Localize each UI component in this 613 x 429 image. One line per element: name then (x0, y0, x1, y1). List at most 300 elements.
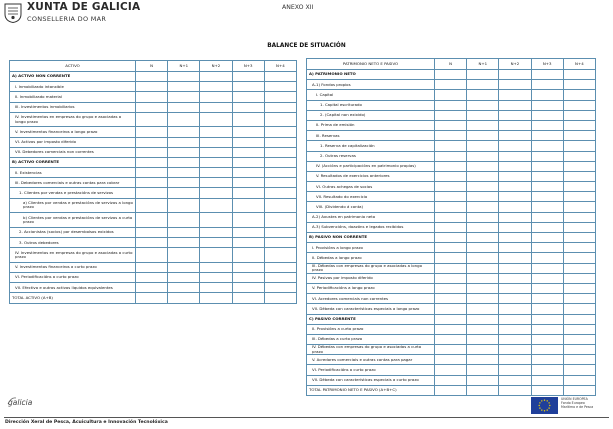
pasivo-value-cell[interactable] (499, 182, 531, 192)
pasivo-value-cell[interactable] (563, 375, 595, 385)
pasivo-value-cell[interactable] (531, 375, 563, 385)
pasivo-header-row (307, 59, 596, 70)
pasivo-value-cell[interactable] (435, 100, 467, 110)
pasivo-value-cell[interactable] (499, 263, 531, 273)
pasivo-value-cell[interactable] (563, 243, 595, 253)
pasivo-value-cell[interactable] (563, 70, 595, 80)
activo-value-cell[interactable] (232, 227, 264, 237)
activo-value-cell[interactable] (232, 168, 264, 178)
activo-value-cell[interactable] (200, 227, 232, 237)
activo-value-cell[interactable] (136, 157, 168, 167)
activo-value-cell[interactable] (264, 112, 296, 127)
activo-value-cell[interactable] (136, 273, 168, 283)
pasivo-value-cell[interactable] (563, 314, 595, 324)
pasivo-value-cell[interactable] (563, 233, 595, 243)
activo-value-cell[interactable] (232, 102, 264, 112)
pasivo-value-cell[interactable] (467, 141, 499, 151)
pasivo-value-cell[interactable] (499, 212, 531, 222)
pasivo-value-cell[interactable] (467, 385, 499, 395)
activo-value-cell[interactable] (200, 127, 232, 137)
activo-value-cell[interactable] (136, 72, 168, 82)
pasivo-value-cell[interactable] (435, 151, 467, 161)
org-title: XUNTA DE GALICIA (27, 1, 141, 13)
activo-value-cell[interactable] (232, 92, 264, 102)
activo-value-cell[interactable] (200, 283, 232, 293)
activo-value-cell[interactable] (232, 188, 264, 198)
pasivo-value-cell[interactable] (563, 273, 595, 283)
pasivo-value-cell[interactable] (435, 345, 467, 355)
activo-row (10, 273, 297, 283)
pasivo-value-cell[interactable] (435, 222, 467, 232)
activo-value-cell[interactable] (264, 283, 296, 293)
pasivo-value-cell[interactable] (467, 233, 499, 243)
pasivo-value-cell[interactable] (467, 70, 499, 80)
activo-value-cell[interactable] (136, 198, 168, 213)
activo-value-cell[interactable] (232, 273, 264, 283)
pasivo-value-cell[interactable] (467, 375, 499, 385)
activo-value-cell[interactable] (200, 102, 232, 112)
pasivo-value-cell[interactable] (563, 294, 595, 304)
activo-value-cell[interactable] (136, 227, 168, 237)
activo-value-cell[interactable] (232, 137, 264, 147)
pasivo-value-cell[interactable] (563, 151, 595, 161)
pasivo-value-cell[interactable] (531, 304, 563, 314)
activo-value-cell[interactable] (168, 227, 200, 237)
pasivo-value-cell[interactable] (499, 141, 531, 151)
activo-value-cell[interactable] (200, 112, 232, 127)
pasivo-value-cell[interactable] (531, 243, 563, 253)
pasivo-value-cell[interactable] (499, 243, 531, 253)
pasivo-value-cell[interactable] (499, 345, 531, 355)
pasivo-value-cell[interactable] (435, 120, 467, 130)
pasivo-value-cell[interactable] (499, 385, 531, 395)
activo-row-label: II. Inmobilizado material (10, 92, 136, 102)
activo-value-cell[interactable] (232, 72, 264, 82)
pasivo-value-cell[interactable] (563, 131, 595, 141)
activo-value-cell[interactable] (136, 248, 168, 263)
activo-table (9, 60, 297, 304)
pasivo-value-cell[interactable] (435, 253, 467, 263)
pasivo-value-cell[interactable] (563, 345, 595, 355)
activo-col-header: N+4 (264, 61, 296, 72)
pasivo-value-cell[interactable] (531, 324, 563, 334)
activo-value-cell[interactable] (264, 82, 296, 92)
activo-value-cell[interactable] (136, 188, 168, 198)
activo-value-cell[interactable] (200, 137, 232, 147)
activo-value-cell[interactable] (168, 213, 200, 228)
pasivo-value-cell[interactable] (499, 314, 531, 324)
pasivo-value-cell[interactable] (499, 110, 531, 120)
pasivo-value-cell[interactable] (467, 212, 499, 222)
pasivo-value-cell[interactable] (563, 365, 595, 375)
activo-value-cell[interactable] (200, 273, 232, 283)
activo-value-cell[interactable] (232, 82, 264, 92)
pasivo-value-cell[interactable] (435, 212, 467, 222)
activo-row-label: VII. Debedores comerciais non correntes (10, 147, 136, 157)
pasivo-value-cell[interactable] (531, 314, 563, 324)
pasivo-value-cell[interactable] (435, 304, 467, 314)
pasivo-col-header: N (435, 59, 467, 70)
pasivo-value-cell[interactable] (499, 334, 531, 344)
activo-row-label: 2. Accionistas (socios) por desembolsos exixidos (10, 227, 136, 237)
pasivo-value-cell[interactable] (467, 120, 499, 130)
activo-value-cell[interactable] (136, 262, 168, 272)
pasivo-value-cell[interactable] (435, 182, 467, 192)
activo-value-cell[interactable] (264, 293, 296, 303)
pasivo-value-cell[interactable] (499, 304, 531, 314)
pasivo-value-cell[interactable] (531, 334, 563, 344)
pasivo-value-cell[interactable] (499, 131, 531, 141)
activo-value-cell[interactable] (264, 213, 296, 228)
pasivo-value-cell[interactable] (435, 365, 467, 375)
activo-value-cell[interactable] (200, 188, 232, 198)
pasivo-value-cell[interactable] (499, 100, 531, 110)
pasivo-value-cell[interactable] (563, 283, 595, 293)
pasivo-value-cell[interactable] (467, 192, 499, 202)
pasivo-value-cell[interactable] (435, 263, 467, 273)
pasivo-value-cell[interactable] (467, 304, 499, 314)
pasivo-row (307, 263, 596, 273)
pasivo-value-cell[interactable] (467, 283, 499, 293)
activo-value-cell[interactable] (168, 92, 200, 102)
pasivo-value-cell[interactable] (499, 222, 531, 232)
pasivo-value-cell[interactable] (531, 110, 563, 120)
pasivo-value-cell[interactable] (531, 283, 563, 293)
activo-value-cell[interactable] (232, 157, 264, 167)
activo-value-cell[interactable] (136, 168, 168, 178)
activo-value-cell[interactable] (264, 273, 296, 283)
pasivo-value-cell[interactable] (563, 202, 595, 212)
pasivo-value-cell[interactable] (563, 324, 595, 334)
activo-value-cell[interactable] (200, 157, 232, 167)
pasivo-row (307, 304, 596, 314)
pasivo-value-cell[interactable] (563, 253, 595, 263)
activo-row (10, 293, 297, 303)
pasivo-value-cell[interactable] (563, 304, 595, 314)
pasivo-value-cell[interactable] (531, 90, 563, 100)
activo-value-cell[interactable] (168, 147, 200, 157)
pasivo-value-cell[interactable] (499, 273, 531, 283)
activo-row (10, 248, 297, 263)
activo-value-cell[interactable] (136, 293, 168, 303)
pasivo-value-cell[interactable] (467, 151, 499, 161)
activo-row (10, 147, 297, 157)
pasivo-value-cell[interactable] (563, 100, 595, 110)
activo-value-cell[interactable] (168, 102, 200, 112)
activo-value-cell[interactable] (264, 227, 296, 237)
pasivo-value-cell[interactable] (499, 375, 531, 385)
pasivo-value-cell[interactable] (499, 90, 531, 100)
pasivo-value-cell[interactable] (435, 90, 467, 100)
pasivo-value-cell[interactable] (531, 151, 563, 161)
activo-value-cell[interactable] (264, 188, 296, 198)
pasivo-value-cell[interactable] (435, 161, 467, 171)
pasivo-row (307, 141, 596, 151)
activo-value-cell[interactable] (200, 248, 232, 263)
activo-value-cell[interactable] (168, 188, 200, 198)
pasivo-value-cell[interactable] (531, 233, 563, 243)
pasivo-value-cell[interactable] (467, 273, 499, 283)
pasivo-row (307, 283, 596, 293)
activo-value-cell[interactable] (200, 198, 232, 213)
pasivo-value-cell[interactable] (499, 80, 531, 90)
pasivo-value-cell[interactable] (531, 273, 563, 283)
activo-value-cell[interactable] (168, 72, 200, 82)
pasivo-value-cell[interactable] (467, 171, 499, 181)
activo-value-cell[interactable] (168, 82, 200, 92)
pasivo-value-cell[interactable] (499, 171, 531, 181)
pasivo-value-cell[interactable] (499, 202, 531, 212)
pasivo-value-cell[interactable] (435, 141, 467, 151)
activo-value-cell[interactable] (200, 262, 232, 272)
pasivo-value-cell[interactable] (499, 151, 531, 161)
pasivo-value-cell[interactable] (467, 324, 499, 334)
pasivo-value-cell[interactable] (435, 131, 467, 141)
pasivo-row-label: III. Débedas a curto prazo (307, 334, 435, 344)
activo-value-cell[interactable] (136, 112, 168, 127)
pasivo-row (307, 182, 596, 192)
pasivo-value-cell[interactable] (467, 365, 499, 375)
pasivo-value-cell[interactable] (531, 365, 563, 375)
activo-value-cell[interactable] (200, 238, 232, 248)
activo-row-label: B) ACTIVO CORRENTE (10, 157, 136, 167)
pasivo-value-cell[interactable] (563, 212, 595, 222)
eu-line-2: Fondo Europeo (561, 401, 585, 406)
activo-value-cell[interactable] (232, 198, 264, 213)
activo-value-cell[interactable] (264, 137, 296, 147)
activo-value-cell[interactable] (136, 137, 168, 147)
pasivo-value-cell[interactable] (435, 334, 467, 344)
pasivo-value-cell[interactable] (499, 233, 531, 243)
activo-value-cell[interactable] (264, 248, 296, 263)
pasivo-value-cell[interactable] (563, 141, 595, 151)
activo-value-cell[interactable] (200, 72, 232, 82)
activo-value-cell[interactable] (264, 102, 296, 112)
pasivo-value-cell[interactable] (435, 233, 467, 243)
pasivo-value-cell[interactable] (435, 70, 467, 80)
activo-value-cell[interactable] (200, 168, 232, 178)
activo-value-cell[interactable] (168, 248, 200, 263)
pasivo-value-cell[interactable] (467, 263, 499, 273)
activo-value-cell[interactable] (168, 157, 200, 167)
pasivo-value-cell[interactable] (467, 202, 499, 212)
activo-value-cell[interactable] (232, 262, 264, 272)
pasivo-value-cell[interactable] (467, 294, 499, 304)
pasivo-value-cell[interactable] (467, 100, 499, 110)
activo-value-cell[interactable] (264, 198, 296, 213)
pasivo-value-cell[interactable] (531, 253, 563, 263)
pasivo-value-cell[interactable] (467, 253, 499, 263)
pasivo-value-cell[interactable] (435, 355, 467, 365)
pasivo-value-cell[interactable] (499, 70, 531, 80)
activo-value-cell[interactable] (264, 157, 296, 167)
pasivo-row-label: III. Reservas (307, 131, 435, 141)
pasivo-value-cell[interactable] (499, 161, 531, 171)
activo-value-cell[interactable] (232, 112, 264, 127)
pasivo-value-cell[interactable] (531, 355, 563, 365)
activo-value-cell[interactable] (232, 147, 264, 157)
activo-value-cell[interactable] (168, 283, 200, 293)
pasivo-value-cell[interactable] (435, 385, 467, 395)
pasivo-value-cell[interactable] (499, 324, 531, 334)
pasivo-row (307, 212, 596, 222)
pasivo-row-label: 2. (Capital non exixido) (307, 110, 435, 120)
pasivo-value-cell[interactable] (499, 283, 531, 293)
activo-value-cell[interactable] (136, 82, 168, 92)
pasivo-value-cell[interactable] (531, 212, 563, 222)
pasivo-value-cell[interactable] (531, 131, 563, 141)
pasivo-value-cell[interactable] (531, 80, 563, 90)
pasivo-value-cell[interactable] (531, 385, 563, 395)
pasivo-value-cell[interactable] (563, 90, 595, 100)
pasivo-value-cell[interactable] (563, 355, 595, 365)
pasivo-row (307, 90, 596, 100)
activo-value-cell[interactable] (200, 147, 232, 157)
activo-value-cell[interactable] (232, 178, 264, 188)
pasivo-value-cell[interactable] (499, 365, 531, 375)
pasivo-value-cell[interactable] (563, 110, 595, 120)
activo-value-cell[interactable] (232, 293, 264, 303)
pasivo-value-cell[interactable] (531, 192, 563, 202)
activo-value-cell[interactable] (136, 147, 168, 157)
pasivo-value-cell[interactable] (531, 70, 563, 80)
activo-value-cell[interactable] (168, 273, 200, 283)
pasivo-col-header: N+2 (499, 59, 531, 70)
annex-label: ANEXO XII (282, 4, 314, 11)
pasivo-value-cell[interactable] (499, 253, 531, 263)
activo-value-cell[interactable] (168, 112, 200, 127)
pasivo-value-cell[interactable] (467, 345, 499, 355)
activo-value-cell[interactable] (264, 238, 296, 248)
pasivo-value-cell[interactable] (563, 334, 595, 344)
pasivo-value-cell[interactable] (531, 182, 563, 192)
activo-value-cell[interactable] (200, 293, 232, 303)
pasivo-value-cell[interactable] (435, 110, 467, 120)
pasivo-value-cell[interactable] (531, 161, 563, 171)
activo-row-label: A) ACTIVO NON CORRENTE (10, 72, 136, 82)
pasivo-value-cell[interactable] (499, 294, 531, 304)
xunta-coat-of-arms-icon (4, 3, 22, 23)
pasivo-value-cell[interactable] (467, 243, 499, 253)
pasivo-value-cell[interactable] (531, 222, 563, 232)
pasivo-value-cell[interactable] (563, 182, 595, 192)
activo-value-cell[interactable] (136, 102, 168, 112)
pasivo-value-cell[interactable] (531, 141, 563, 151)
activo-value-cell[interactable] (168, 178, 200, 188)
pasivo-value-cell[interactable] (435, 283, 467, 293)
activo-value-cell[interactable] (168, 127, 200, 137)
pasivo-value-cell[interactable] (467, 110, 499, 120)
pasivo-value-cell[interactable] (499, 192, 531, 202)
pasivo-value-cell[interactable] (435, 80, 467, 90)
pasivo-value-cell[interactable] (435, 243, 467, 253)
activo-value-cell[interactable] (200, 82, 232, 92)
activo-value-cell[interactable] (200, 92, 232, 102)
activo-value-cell[interactable] (232, 238, 264, 248)
activo-value-cell[interactable] (232, 213, 264, 228)
activo-value-cell[interactable] (264, 147, 296, 157)
pasivo-value-cell[interactable] (563, 263, 595, 273)
activo-value-cell[interactable] (264, 127, 296, 137)
activo-value-cell[interactable] (200, 178, 232, 188)
pasivo-value-cell[interactable] (435, 314, 467, 324)
pasivo-value-cell[interactable] (467, 222, 499, 232)
pasivo-value-cell[interactable] (531, 294, 563, 304)
pasivo-value-cell[interactable] (435, 192, 467, 202)
activo-value-cell[interactable] (168, 238, 200, 248)
activo-value-cell[interactable] (232, 248, 264, 263)
pasivo-value-cell[interactable] (435, 294, 467, 304)
pasivo-value-cell[interactable] (563, 120, 595, 130)
activo-value-cell[interactable] (136, 238, 168, 248)
pasivo-value-cell[interactable] (467, 131, 499, 141)
pasivo-value-cell[interactable] (467, 334, 499, 344)
activo-value-cell[interactable] (136, 92, 168, 102)
pasivo-value-cell[interactable] (499, 120, 531, 130)
activo-value-cell[interactable] (264, 168, 296, 178)
pasivo-value-cell[interactable] (563, 385, 595, 395)
pasivo-value-cell[interactable] (435, 375, 467, 385)
activo-value-cell[interactable] (136, 283, 168, 293)
pasivo-value-cell[interactable] (467, 182, 499, 192)
pasivo-row-label: TOTAL PATRIMONIO NETO E PASIVO (A+B+C) (307, 385, 435, 395)
activo-value-cell[interactable] (232, 127, 264, 137)
pasivo-row-label: 1. Capital escriturado (307, 100, 435, 110)
pasivo-row-label: VII. Débeda con características especiais a longo prazo (307, 304, 435, 314)
activo-value-cell[interactable] (168, 137, 200, 147)
pasivo-value-cell[interactable] (467, 90, 499, 100)
pasivo-value-cell[interactable] (531, 120, 563, 130)
pasivo-value-cell[interactable] (499, 355, 531, 365)
pasivo-value-cell[interactable] (435, 202, 467, 212)
activo-value-cell[interactable] (136, 213, 168, 228)
pasivo-value-cell[interactable] (435, 171, 467, 181)
pasivo-value-cell[interactable] (435, 273, 467, 283)
pasivo-value-cell[interactable] (531, 171, 563, 181)
pasivo-value-cell[interactable] (467, 355, 499, 365)
pasivo-row-label: VIII. (Dividendo á conta) (307, 202, 435, 212)
activo-value-cell[interactable] (168, 262, 200, 272)
activo-row-label: III. Debedores comerciais e outras contas para cobrar (10, 178, 136, 188)
activo-value-cell[interactable] (168, 198, 200, 213)
activo-value-cell[interactable] (232, 283, 264, 293)
pasivo-value-cell[interactable] (467, 314, 499, 324)
activo-value-cell[interactable] (264, 92, 296, 102)
activo-value-cell[interactable] (168, 168, 200, 178)
pasivo-value-cell[interactable] (467, 161, 499, 171)
pasivo-value-cell[interactable] (531, 263, 563, 273)
pasivo-value-cell[interactable] (563, 222, 595, 232)
activo-value-cell[interactable] (264, 178, 296, 188)
pasivo-value-cell[interactable] (531, 202, 563, 212)
pasivo-value-cell[interactable] (531, 100, 563, 110)
pasivo-value-cell[interactable] (531, 345, 563, 355)
activo-value-cell[interactable] (264, 262, 296, 272)
pasivo-value-cell[interactable] (435, 324, 467, 334)
activo-value-cell[interactable] (264, 72, 296, 82)
pasivo-value-cell[interactable] (563, 171, 595, 181)
activo-value-cell[interactable] (136, 127, 168, 137)
eu-line-3: Marítimo e de Pesca (561, 405, 594, 410)
activo-value-cell[interactable] (200, 213, 232, 228)
pasivo-value-cell[interactable] (467, 80, 499, 90)
pasivo-row (307, 120, 596, 130)
pasivo-value-cell[interactable] (563, 161, 595, 171)
activo-value-cell[interactable] (136, 178, 168, 188)
pasivo-value-cell[interactable] (563, 192, 595, 202)
activo-value-cell[interactable] (168, 293, 200, 303)
pasivo-value-cell[interactable] (563, 80, 595, 90)
